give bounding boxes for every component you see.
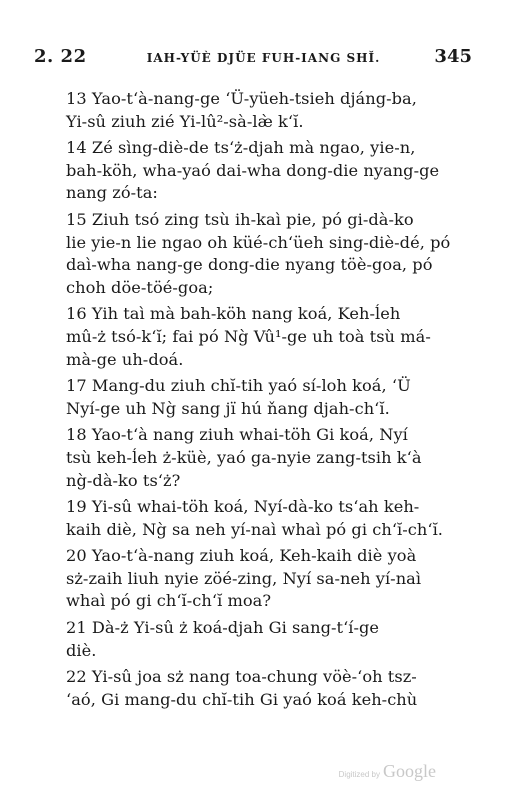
verse-text: Ziuh tsó zing tsù ih-kaì pie, pó gi-dà-ko lie yie-n lie ngao oh küé-ch‘üeh sing-diè-dé, pó daì-wha nang-ge dong-die nyang töè-goa, pó choh döe-töé-goa; [66, 209, 451, 297]
verse-list [44, 88, 486, 711]
verse-14 [44, 137, 486, 205]
verse-number: 15 [66, 209, 87, 229]
chapter-reference: 2. 22 [34, 46, 87, 67]
verse-number: 20 [66, 546, 87, 566]
verse-15 [44, 209, 486, 299]
verse-22 [44, 666, 486, 711]
watermark-prefix: Digitized by [338, 770, 380, 779]
verse-number: 18 [66, 425, 87, 445]
verse-text: Dà-ż Yi-sû ż koá-djah Gi sang-t‘í-ge diè. [66, 618, 380, 660]
verse-text: Yao-t‘à-nang ziuh koá, Keh-kaih diè yoà sż-zaih liuh nyie zöé-zing, Nyí sa-neh yí-naì whaì pó gi ch‘ĭ-ch‘ĭ moa? [66, 546, 422, 611]
verse-number: 19 [66, 497, 87, 517]
verse-text: Mang-du ziuh chĭ-tih yaó sí-loh koá, ‘Ü Nyí-ge uh Ng̀ sang jï hú ňang djah-ch‘ĭ. [66, 376, 411, 418]
verse-text: Zé sìng-diè-de ts‘ż-djah mà ngao, yie-n, bah-köh, wha-yaó dai-wha dong-die nyang-ge nang zó-ta: [66, 138, 440, 203]
verse-21 [44, 617, 486, 662]
book-title: IAH-YÜÈ DJÜE FUH-IANG SHĬ. [146, 51, 381, 65]
verse-13 [44, 88, 486, 133]
verse-number: 21 [66, 618, 87, 638]
verse-text: Yi-sû whai-töh koá, Nyí-dà-ko ts‘ah keh- kaih diè, Ng̀ sa neh yí-naì whaì pó gi ch‘ĭ-ch‘ĭ. [66, 497, 443, 539]
verse-number: 22 [66, 667, 87, 687]
verse-text: Yih taì mà bah-köh nang koá, Keh-ĺeh mû-ż tsó-k‘ĭ; fai pó Ng̀ Vû¹-ge uh toà tsù má- mà-ge uh-doá. [66, 304, 431, 369]
verse-17 [44, 375, 486, 420]
verse-number: 13 [66, 89, 87, 108]
running-header [34, 46, 472, 72]
verse-text: Yao-t‘à nang ziuh whai-töh Gi koá, Nyí tsù keh-ĺeh ż-küè, yaó ga-nyie zang-tsih k‘à ng̀-dà-ko ts‘ż? [66, 425, 422, 490]
google-logo: Google [383, 761, 436, 781]
verse-text: Yao-t‘à-nang-ge ‘Ü-yüeh-tsieh djáng-ba, Yi-sû ziuh zié Yi-lû²-sà-læ̀ k‘ĭ. [66, 89, 417, 131]
verse-number: 17 [66, 376, 87, 396]
verse-16 [44, 303, 486, 371]
page-number: 345 [434, 46, 472, 67]
digitization-watermark [339, 761, 436, 782]
verse-number: 14 [66, 138, 87, 158]
verse-20 [44, 545, 486, 613]
verse-text: Yi-sû joa sż nang toa-chung vöè-‘oh tsz- ‘aó, Gi mang-du chĭ-tih Gi yaó koá keh-chù [66, 667, 418, 709]
verse-18 [44, 424, 486, 492]
verse-19 [44, 496, 486, 541]
verse-number: 16 [66, 304, 87, 324]
